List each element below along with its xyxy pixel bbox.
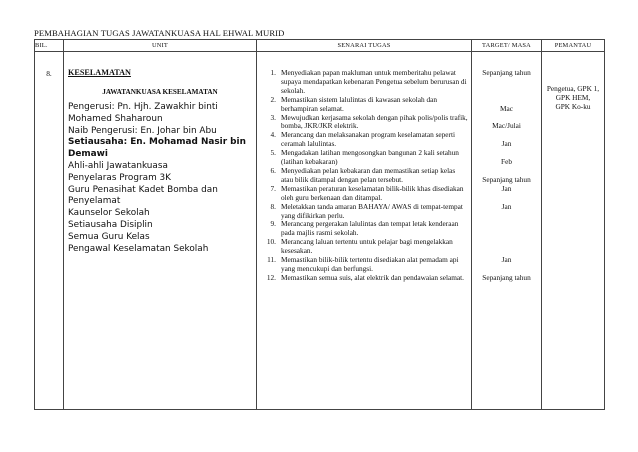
task-text: Memastikan sistem lalulintas di kawasan sekolah dan berhampiran selamat. — [281, 94, 438, 113]
task-list-cell — [257, 52, 472, 410]
row-number: 8. — [35, 52, 64, 410]
task-number: 9. — [270, 219, 276, 229]
task-item — [257, 256, 469, 274]
task-number: 7. — [270, 183, 276, 193]
committee-members — [68, 102, 252, 255]
target-entry: Sepanjang tahun — [482, 68, 531, 77]
target-entry: Jan — [501, 139, 512, 149]
member-line: Kaunselor Sekolah — [68, 208, 150, 219]
header-unit: UNIT — [64, 40, 257, 52]
task-item — [257, 220, 469, 238]
task-item — [257, 238, 469, 256]
pemantau-list — [542, 85, 604, 112]
duty-table — [34, 39, 605, 410]
target-entry: Mac — [500, 103, 513, 113]
target-cell — [472, 52, 542, 410]
task-number: 6. — [270, 165, 276, 175]
task-item — [257, 203, 469, 221]
header-target-masa: TARGET/ MASA — [472, 40, 542, 52]
pemantau-line: Pengetua, GPK 1, — [546, 84, 600, 93]
task-text: Meletakkan tanda amaran BAHAYA/ AWAS di tempat-tempat yang difikirkan perlu. — [281, 201, 463, 220]
pemantau-line: GPK Ko-ku — [555, 101, 591, 111]
task-text: Merancang dan melaksanakan program keselamatan seperti ceramah lalulintas. — [281, 130, 456, 149]
target-entry: Feb — [501, 157, 512, 166]
task-text: Menyediakan papan makluman untuk memberitahu pelawat supaya mendapatkan kebenaran Pengetua sebelum berurusan di sekolah. — [281, 68, 467, 95]
member-line: Naib Pengerusi: En. Johar bin Abu — [68, 125, 217, 136]
task-text: Memastikan bilik-bilik tertentu disediakan alat pemadam api yang mencukupi dan berfungsi. — [281, 255, 459, 273]
task-number: 4. — [270, 130, 276, 140]
task-item — [257, 96, 469, 114]
task-number: 10. — [266, 237, 276, 247]
document-title: PEMBAHAGIAN TUGAS JAWATANKUASA HAL EHWAL MURID — [34, 28, 285, 38]
target-entry: Jan — [501, 183, 512, 193]
unit-cell — [64, 52, 257, 410]
task-number: 11. — [267, 255, 276, 265]
target-entry: Sepanjang tahun — [482, 272, 531, 282]
member-line: Pengawal Keselamatan Sekolah — [68, 243, 209, 254]
unit-subtitle: JAWATANKUASA KESELAMATAN — [102, 88, 218, 96]
member-line: Ahli-ahli Jawatankuasa — [68, 160, 168, 171]
task-list — [257, 69, 469, 283]
header-pemantau: PEMANTAU — [542, 40, 605, 52]
member-line: Semua Guru Kelas — [68, 231, 150, 242]
task-item — [257, 185, 469, 203]
member-line: Setiausaha: En. Mohamad Nasir bin Demawi — [68, 137, 246, 160]
pemantau-line: GPK HEM, — [555, 92, 591, 102]
task-number: 8. — [270, 201, 276, 211]
task-text: Mengadakan latihan mengosongkan bangunan 2 kali setahun (latihan kebakaran) — [281, 148, 459, 167]
task-text: Merancang pergerakan lalulintas dan tempat letak kenderaan pada majlis rasmi sekolah. — [281, 219, 459, 238]
task-number: 3. — [270, 112, 276, 122]
member-line: Pengerusi: Pn. Hjh. Zawakhir binti Mohamed Shaharoun — [68, 102, 218, 124]
member-line: Setiausaha Disiplin — [68, 219, 153, 230]
unit-title: KESELAMATAN — [68, 68, 131, 77]
task-item — [257, 167, 469, 185]
pemantau-cell — [542, 52, 605, 410]
header-bil: BIL. — [35, 40, 64, 52]
task-item — [257, 131, 469, 149]
task-item — [257, 274, 469, 283]
task-number: 5. — [270, 148, 276, 158]
target-entry: Jan — [501, 254, 512, 264]
target-entry: Mac/Julai — [492, 121, 521, 131]
target-entry: Sepanjang tahun — [482, 174, 531, 184]
task-text: Menyediakan pelan kebakaran dan memastikan setiap kelas atau bilik ditampal dengan pelan tersebut. — [281, 165, 456, 184]
task-item — [257, 149, 469, 167]
member-line: Guru Penasihat Kadet Bomba dan Penyelamat — [68, 184, 218, 207]
target-entry: Jan — [501, 201, 512, 211]
task-item — [257, 114, 469, 132]
table-row — [35, 52, 605, 410]
task-text: Memastikan semua suis, alat elektrik dan pendawaian selamat. — [281, 272, 464, 282]
task-number: 12. — [266, 272, 276, 282]
member-line: Penyelaras Program 3K — [68, 172, 172, 183]
task-number: 1. — [270, 68, 276, 77]
task-item — [257, 69, 469, 96]
task-number: 2. — [270, 94, 276, 104]
task-text: Mewujudkan kerjasama sekolah dengan pihak polis/polis trafik, bomba, JKR/JKR elektrik. — [281, 112, 468, 131]
header-row — [35, 40, 605, 52]
task-text: Memastikan peraturan keselamatan bilik-bilik khas disediakan oleh guru berkenaan dan ditampal. — [281, 183, 464, 202]
header-senarai-tugas: SENARAI TUGAS — [257, 40, 472, 52]
task-text: Merancang laluan tertentu untuk pelajar bagi mengelakkan kesesakan. — [281, 237, 453, 256]
